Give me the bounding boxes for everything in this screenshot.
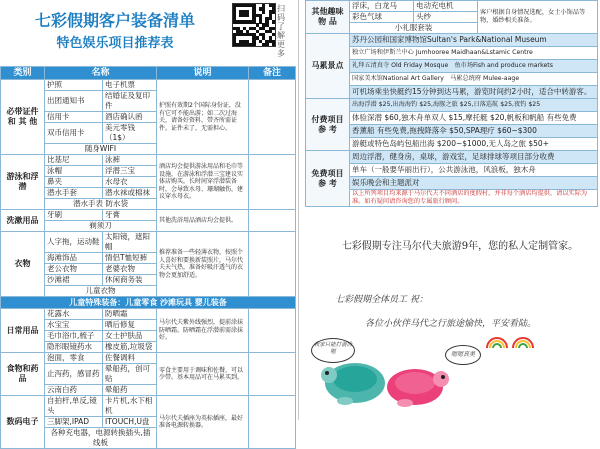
- page-title: 七彩假期客户装备清单: [34, 11, 195, 30]
- item-cell: 水宝宝: [45, 320, 103, 331]
- item-span-cell: 各种充电器，电源转换插头,插线板: [45, 428, 157, 449]
- line-cell: 苏丹公园和国家博物馆Sultan's Park&National Museum: [350, 34, 598, 47]
- item-cell: 海滩饰品: [45, 253, 103, 264]
- table-row: [306, 99, 598, 112]
- speech-bubble-left: 我家只能打游泳喔: [311, 338, 355, 363]
- item-cell: 水母衣: [103, 177, 157, 188]
- category-cell: 马累景点: [306, 34, 350, 99]
- line-cell: 娱乐晚会和主题派对: [350, 177, 598, 190]
- item-cell: 双币信用卡: [45, 123, 103, 144]
- item-cell: 三脚架,IPAD: [45, 417, 103, 428]
- slogan: 七彩假期专注马尔代夫旅游9年，您的私人定制管家。: [341, 241, 579, 252]
- item-cell: 花露水: [45, 309, 103, 320]
- item-cell: 卡片机,水下相机: [103, 396, 157, 417]
- left-page: [0, 0, 295, 447]
- col-header-name: 名称: [45, 67, 157, 80]
- table-row: [306, 138, 598, 151]
- qr-code-icon[interactable]: [232, 3, 276, 47]
- speech-bubble-right: 嗯嗯真美: [445, 345, 481, 365]
- item-cell: 休闲商务装: [103, 275, 157, 286]
- item-cell: 防晒霜: [103, 309, 157, 320]
- table-row: [1, 80, 296, 91]
- item-cell: 电子机票: [103, 80, 157, 91]
- item-cell: 出团通知书: [45, 91, 103, 112]
- table-row: [1, 353, 296, 364]
- banner-row: [1, 297, 296, 309]
- note-cell: [249, 232, 296, 297]
- item-cell: 晕船药，创可贴: [103, 364, 157, 385]
- activities-table: [305, 0, 598, 207]
- category-cell: 日常用品: [1, 309, 45, 353]
- note-cell: [249, 353, 296, 396]
- item-span-cell: 随身WIFI: [45, 144, 157, 155]
- item-cell: 泳帽: [45, 166, 103, 177]
- table-row: [306, 151, 598, 164]
- item-cell: 浮潜三宝: [103, 166, 157, 177]
- item-cell: 泡面，零食: [45, 353, 103, 364]
- category-cell: 付费项目 参 考: [306, 99, 350, 151]
- desc-cell: 护照有效期2个国际身份证，没有它可不能出游；如二次过海关，请备好资料，带齐所需证件。证件未了，无需担心。: [157, 80, 249, 155]
- note-cell: [249, 80, 296, 155]
- table-row: [306, 112, 598, 125]
- item-cell: 牙刷: [45, 210, 103, 221]
- table-row: [306, 125, 598, 138]
- table-row: [306, 47, 598, 60]
- handwriting-line-1: 七彩假期全体员工 祝：: [335, 295, 428, 305]
- note-cell: [249, 396, 296, 449]
- item-cell: 头纱: [414, 12, 478, 23]
- line-cell: 独立广场和伊斯兰中心 Jumhooree Maidhaan&Lstamic Centre: [350, 47, 598, 60]
- page-subtitle: 特色娱乐项目推荐表: [56, 36, 174, 51]
- note-cell: [249, 309, 296, 353]
- line-cell: 周边浮潜，健身房，桌球，游戏室，足球排球等项目部分收费: [350, 151, 598, 164]
- item-cell: 酒店确认函: [103, 112, 157, 123]
- col-header-desc: 说明: [157, 67, 249, 80]
- item-cell: 晒后修复: [103, 320, 157, 331]
- item-cell: 橡皮筋,垃圾袋: [103, 342, 157, 353]
- table-row: [306, 86, 598, 99]
- item-cell: 结婚证及复印件: [103, 91, 157, 112]
- item-cell: 信用卡: [45, 112, 103, 123]
- item-cell: 情侣T恤短裤: [103, 253, 157, 264]
- desc-cell: 马尔代夫插座为英标插座，最好准备电源转换器。: [157, 396, 249, 449]
- table-row: [306, 190, 598, 207]
- item-cell: 人字拖，运动鞋: [45, 232, 103, 253]
- desc-cell: 酒店均会提供游泳用品和毛巾等设施，在游泳和浮潜三宝建议实体店购买，长时间穿浮潜装备时，会导致水母、珊瑚触伤，建议穿水母衣。: [157, 155, 249, 210]
- item-span-cell: 小礼服套装: [350, 23, 478, 34]
- item-cell: 佐餐调料: [103, 353, 157, 364]
- table-row: [1, 155, 296, 166]
- line-cell: 香薰船 有些免费,拖拽降落伞 $50,SPA理疗 $60~$300: [350, 125, 598, 138]
- category-cell: 衣物: [1, 232, 45, 297]
- line-cell: 出海浮潜 $25,出海海钓 $25,海豚之旅 $25,日落巡航 $25,夜钓 $25: [350, 99, 598, 112]
- col-header-note: 备注: [249, 67, 296, 80]
- item-cell: 沙滩裙: [45, 275, 103, 286]
- table-row: [1, 232, 296, 253]
- category-cell: 洗漱用品: [1, 210, 45, 232]
- rainbow-icon: [483, 330, 543, 350]
- item-span-cell: 潜水手表 防水袋: [45, 199, 157, 210]
- table-row: [1, 309, 296, 320]
- note-cell: [249, 155, 296, 210]
- equipment-table: [0, 66, 296, 449]
- category-cell: 数码电子: [1, 396, 45, 449]
- item-cell: 老婆衣物: [103, 264, 157, 275]
- table-row: [306, 1, 598, 12]
- handwriting-line-2: 各位小伙伴马代之行旅途愉快，平安看陆。: [365, 319, 537, 329]
- page-divider: [298, 0, 299, 420]
- item-cell: 潜水袜或棉袜: [103, 188, 157, 199]
- item-cell: 泳裤: [103, 155, 157, 166]
- category-cell: 游泳和浮潜: [1, 155, 45, 210]
- line-cell: 国家美术馆National Art Gallery 马累总统府 Mulee-aage: [350, 73, 598, 86]
- table-row: [1, 396, 296, 417]
- item-cell: 太阳镜，遮阳帽: [103, 232, 157, 253]
- children-gear-banner: 儿童特殊装备：儿童零食 沙滩玩具 婴儿装备: [1, 297, 296, 309]
- item-cell: 潜水手套: [45, 188, 103, 199]
- desc-cell: 零食主要用于调味和佐餐，可以少带。基本用品可在马累买到。: [157, 353, 249, 396]
- header: [0, 0, 295, 66]
- note-cell: [249, 210, 296, 232]
- item-span-cell: 儿童衣物: [45, 286, 157, 297]
- category-cell: 必带证件 和 其 他: [1, 80, 45, 155]
- desc-cell: 客户根据自身情况选配，女士小饰品等物，婚纱相关准备。: [478, 1, 598, 34]
- equipment-table-body: [1, 80, 296, 449]
- item-cell: 隐形眼镜药水: [45, 342, 103, 353]
- item-cell: 比基尼: [45, 155, 103, 166]
- desc-cell: 其他洗浴用品酒店均会提供。: [157, 210, 249, 232]
- table-row: [1, 210, 296, 221]
- table-row: [306, 34, 598, 47]
- note-cell: 以上所列项目均来源于马尔代夫不同酒店的度假村，并非每个酒店均提供，请以实际为准。如有疑问请咨询您的专属旅行顾问。: [350, 190, 598, 207]
- desc-cell: 推荐准备一些轻薄衣物，按照个人喜好和要换新装照片，马尔代夫天气热，准备好吸汗透气的衣物会更加舒适。: [157, 232, 249, 297]
- table-row: [306, 73, 598, 86]
- desc-cell: 马尔代夫紫外线强烈，提前涂抹防晒霜。防晒霜在浮潜前需涂抹好。: [157, 309, 249, 353]
- table-row: [306, 164, 598, 177]
- item-cell: 老公衣物: [45, 264, 103, 275]
- item-cell: 晕船药: [103, 385, 157, 396]
- item-cell: 美元零钱（1$）: [103, 123, 157, 144]
- category-cell: 食物和药品: [1, 353, 45, 396]
- category-cell: 免费项目 参 考: [306, 151, 350, 207]
- line-cell: 礼拜五清真寺 Old Friday Mosque 鱼市场Fish and produce markets: [350, 60, 598, 73]
- activities-table-body: [306, 1, 598, 207]
- item-cell: 牙膏: [103, 210, 157, 221]
- item-cell: 止泻药，感冒药: [45, 364, 103, 385]
- table-row: [306, 177, 598, 190]
- category-cell: 其他趣味 物 品: [306, 1, 350, 34]
- item-cell: 自拍杆,单反,镜头: [45, 396, 103, 417]
- item-cell: 云南白药: [45, 385, 103, 396]
- item-cell: 彩色气球: [350, 12, 414, 23]
- line-cell: 游艇或特色岛屿包船出海 $200~$1000,无人岛之旅 $50+: [350, 138, 598, 151]
- line-cell: 单车（一般要华丽出行），公共游泳池，风浪板，独木舟: [350, 164, 598, 177]
- col-header-category: 类别: [1, 67, 45, 80]
- line-cell: 体验深潜 $60,独木舟单双人 $15,摩托艇 $20,帆板和帆船 有些免费: [350, 112, 598, 125]
- item-cell: ITOUCH,U盘: [103, 417, 157, 428]
- table-row: [306, 60, 598, 73]
- item-cell: 女士护肤品: [103, 331, 157, 342]
- item-cell: 护照: [45, 80, 103, 91]
- table-header-row: [1, 67, 296, 80]
- item-span-cell: 剃须刀: [45, 221, 157, 232]
- item-cell: 电动充电机: [414, 1, 478, 12]
- item-cell: 浮床，白龙马: [350, 1, 414, 12]
- qr-caption: 扫码了解更多: [277, 4, 285, 58]
- line-cell: 可机场乘坐快艇约15分钟到达马累，游览时间约2小时，适合中转游客。: [350, 86, 598, 99]
- right-page: [305, 0, 600, 420]
- item-cell: 鼻夹: [45, 177, 103, 188]
- item-cell: 毛巾浴巾,梳子: [45, 331, 103, 342]
